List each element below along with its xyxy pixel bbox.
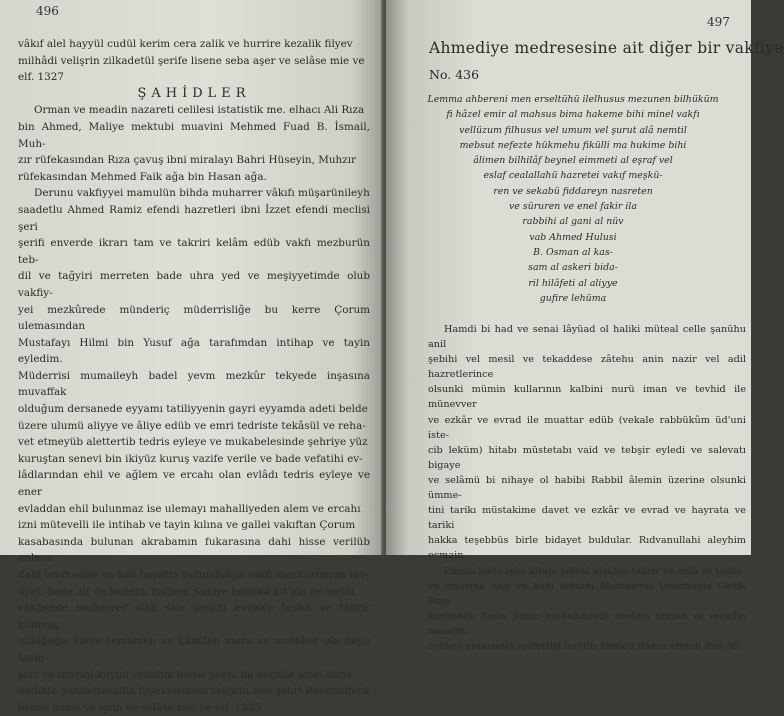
body-line: lâdlarından ehil ve ağlem ve ercahı olan evlâdı tedris eyleye ve ener	[18, 469, 370, 499]
witness-line: rüfekasından Mehmed Faik ağa bin Hasan ağa.	[18, 170, 267, 183]
intro-line: elf. 1327	[18, 71, 64, 84]
seal-line: âlimen bilhilâf beynel eimmeti al eşraf vel	[473, 155, 673, 167]
document-number: No. 436	[429, 67, 480, 82]
body-line: saadetlu Ahmed Ramiz efendi hazretleri ibni İzzet efendi meclisi şeri	[18, 203, 370, 233]
body-line: ve selâmü bi nihaye ol habibi Rabbil âlemin üzerine olsunki ümme-	[428, 474, 746, 502]
body-line: olsunki mümin kullarının kalbini nurü iman ve tevhid ile münevver	[428, 384, 746, 411]
left-page-text	[18, 36, 370, 716]
body-line: Emma badü işbu kitabı şibhal nisabın tahrir ve imlâ ve tastir	[444, 565, 742, 577]
seal-line: rabbihi al gani al nüv	[522, 216, 624, 228]
seal-line: sam al askeri bida-	[528, 262, 618, 274]
body-line: evladdan ehil bulunmaz ise ulemayı mahalliyeden alem ve ercahı	[18, 502, 361, 515]
body-line: şart ve tebyini kuyud eyledim badel yevm bu veçhile amel olına	[18, 668, 353, 681]
left-page-number: 496	[36, 4, 59, 18]
body-line: vakfiyede muharrer olan sair şeraiti evvelce tesbit ve tahrir kılınmış	[18, 602, 370, 631]
witnesses-heading: ŞAHİDLER	[137, 85, 251, 101]
seal-line: vellüzum filhusus vel umum vel şurut alâ nemtil	[459, 124, 687, 136]
right-page	[386, 0, 784, 652]
seal-line: Lemma ahbereni men erseltühü ilelhusus mezunen bilhüküm	[427, 94, 719, 105]
body-line: kasabasında bulunan akrabamın fukarasına dahi hisse verilüb anlara	[18, 535, 370, 565]
body-line: olduğum dersanede eyyamı tatiliyyenin gayri eyyamda adeti belde	[18, 403, 368, 416]
seal-line: fi hâzel emir al mahsus bima hakeme bihi minel vakfı	[446, 109, 700, 121]
witness-line: zır rüfekasından Rıza çavuş ibni miralayı Bahri Hüseyin, Muhzır	[18, 154, 357, 167]
seal-text-block	[418, 92, 728, 306]
seal-line: B. Osman al kas-	[533, 246, 613, 258]
body-line: kuruştan senevi bin ikiyüz kuruş vazife verile ve bade vefatihi ev-	[18, 452, 363, 465]
body-line: şebihi vel mesil ve tekaddese zâtehu anin nazir vel adil hazretlerince	[428, 354, 746, 381]
right-page-number: 497	[707, 15, 730, 29]
section-title: Ahmediye medresesine ait diğer bir vakfiye	[429, 39, 784, 57]
body-line: Mustafayı Hilmi bin Yusuf ağa tarafımdan intihap ve tayin eyledim.	[18, 336, 370, 366]
body-line: vet etmeyüb alettertib tedris eyleye ve mukabelesinde şehriye yüz	[18, 436, 368, 449]
body-line: şerifi enverde ikrarı tam ve takriri kelâm edüb vakfı mezburün teb-	[18, 237, 370, 266]
body-line: kurbünde Emin Sinan mahallesinde mukim orman ve meadin nazareti	[428, 610, 746, 637]
seal-line: ve süruren ve enel fakir ila	[509, 201, 637, 213]
body-line: tini tarikı müstakime davet ve ezkâr ve evrad ve hayrata ve tariki	[428, 505, 746, 532]
witness-line: bin Ahmed, Maliye mektubi muavini Mehmed Fuad B. İsmail, Muh-	[18, 120, 370, 150]
body-line: celilesi muamelât müfettişi izzetlu Ahmed Ramiz efendi ibni Ali	[428, 640, 740, 652]
body-line: hakka teşebbüs birle bidayet buldular. Rıdvanullahi aleyhim ecmain.	[428, 535, 746, 562]
seal-line: gufire lehüma	[539, 292, 607, 304]
body-line: dil ve tağyiri merreten bade uhra yed ve meşiyyetimde olub vakfiy-	[18, 270, 370, 299]
seal-line: vab Ahmed Hulusi	[529, 231, 617, 243]
body-line: olduğuğu üzere temamen ve kâmilen mera ve muteber ola deyu tayin	[18, 635, 370, 664]
body-line: Hamdi bi had ve senai lâyüad ol haliki müteal celle şanühu anil	[428, 324, 746, 351]
body-line: ve inşasına bais ve bâdi oldurki Mahmiyyei İstanbulda Gedik Paşa	[428, 580, 746, 607]
body-line: dahi tevzi edile ve hali hayatta bulundukça vakfı mezkûrümün tev-	[18, 569, 369, 581]
body-line: lisene hams ve işrin ve selâse mie ve elf. 1325	[18, 701, 261, 714]
seal-line: ren ve sekabü fiddareyn nasreten	[493, 185, 653, 197]
body-line: izni mütevelli ile intihab ve tayin kılına ve gallei vakıftan Çorum	[18, 519, 356, 532]
body-line: Derunu vakfiyyei mamulün bihda muharrer vâkıfı müşarünileyh	[34, 187, 370, 200]
seal-line: eslaf cealallahü hazretei vakıf meşkü-	[483, 170, 663, 182]
right-page-text	[428, 322, 746, 654]
seal-line: mebsut nefezte hükmehu fikülli ma hukime bihi	[459, 139, 687, 151]
body-line: liyeti bana ait ve badehu halilem Sabire hanıma ait ola ve metni	[18, 585, 355, 598]
body-line: cib leküm) hitabı müstetabı vaid ve tebşir eyledi ve salevatı bigaye	[428, 444, 746, 471]
body-line: ve ezkâr ve evrad ile muattar edüb (vekale rabbükûm üd'uni iste-	[428, 414, 746, 441]
witness-line: Orman ve meadin nazareti celilesi istatistik me. elhacı Ali Rıza	[34, 104, 365, 117]
body-line: Müderrisi mumaileyh badel yevm mezkûr tekyede inşasına muvaffak	[18, 369, 370, 399]
body-line: üzere ulumü aliyye ve âliye edüb ve emri tedriste tekâsül ve reha-	[18, 419, 366, 432]
body-line: dedikte gabbettesadik filyevmissani velişrin min şehri Recebülferd	[18, 685, 370, 698]
intro-line: milhâdi velişrin zilkadetül şerife lisene seba aşer ve selâse mie ve	[18, 54, 365, 67]
left-page	[0, 0, 383, 714]
intro-line: vâkıf alel hayyül cudül kerim cera zalik ve hurrire kezalik filyev	[18, 38, 353, 50]
body-line: yei mezkûrede münderiç müderrisliğe bu kerre Çorum ulemasından	[18, 303, 370, 333]
seal-line: ril hilâfeti al aliyye	[528, 277, 618, 289]
